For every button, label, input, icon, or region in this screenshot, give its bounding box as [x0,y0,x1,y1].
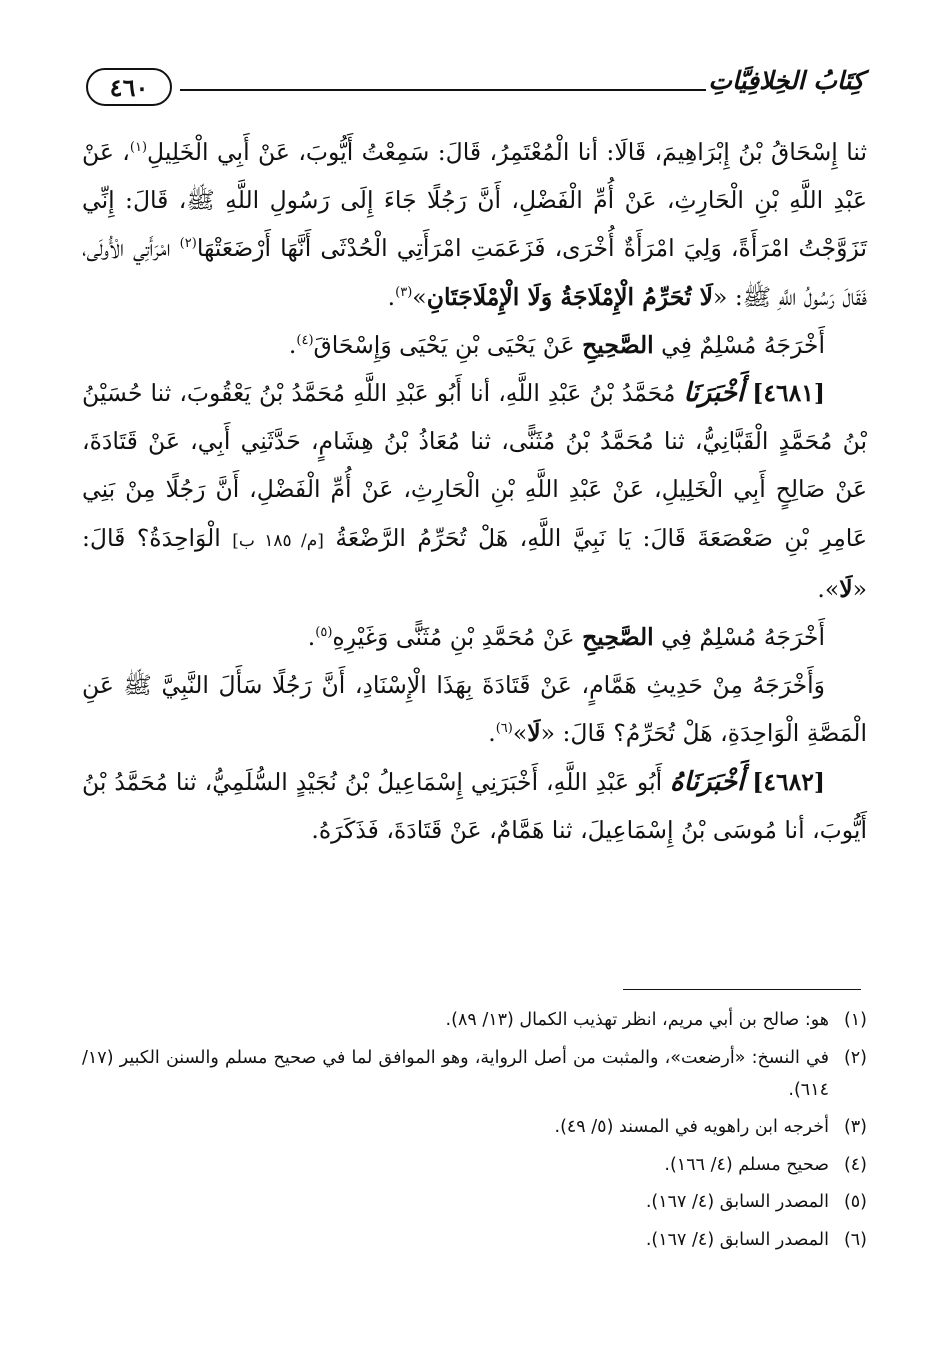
footnote-ref-6[interactable]: (٦) [495,721,513,737]
paragraph-4: أَخْرَجَهُ مُسْلِمٌ فِي الصَّحِيحِ عَنْ مُحَمَّدِ بْنِ مُثَنًّى وَغَيْرِهِ$^{(٥)}$. [307,623,825,652]
footnote-divider [623,989,861,990]
footnote-number: (٦) [843,1229,867,1250]
paragraph-6: [٤٦٨٢] أَخْبَرَنَاهُ أَبُو عَبْدِ اللَّهِ، أَخْبَرَنِي إِسْمَاعِيلُ بْنُ نُجَيْدٍ السُّلَمِيُّ، ثنا مُحَمَّدُ بْنُ أَيُّوبَ، أنا مُوسَى بْنُ إِسْمَاعِيلَ، ثنا هَمَّامٌ، عَنْ قَتَادَةَ، فَذَكَرَهُ. [82,766,867,844]
sahih-label: الصَّحِيحِ [582,623,654,652]
footnote-number: (٤) [843,1154,867,1175]
main-text [82,128,867,854]
footnotes [82,1004,867,1261]
paragraph-5: وَأَخْرَجَهُ مِنْ حَدِيثِ هَمَّامٍ، عَنْ قَتَادَةَ بِهَذَا الْإِسْنَادِ، أَنَّ رَجُلًا سَأَلَ النَّبِيَّ ﷺ عَنِ الْمَصَّةِ الْوَاحِدَةِ، هَلْ تُحَرِّمُ؟ قَالَ: «لَا»$^{(٦)}$. [82,671,867,748]
footnote-number: (٢) [843,1047,867,1068]
hadith-matn: لَا [527,719,541,748]
footnote-text: صحيح مسلم (٤/ ١٦٦). [664,1154,829,1175]
hadith-number: [٤٦٨١] [752,379,825,408]
akhbarana-label: أَخْبَرَنَا [683,378,745,409]
paragraph-2: أَخْرَجَهُ مُسْلِمٌ فِي الصَّحِيحِ عَنْ يَحْيَى بْنِ يَحْيَى وَإِسْحَاقَ$^{(٤)}$. [288,330,825,359]
page-header [86,66,864,110]
hadith-matn: لَا تُحَرِّمُ الْإِمْلَاجَةُ وَلَا الْإِمْلَاجَتَانِ [426,282,714,311]
header-rule [180,89,706,91]
footnote-item [82,1149,867,1181]
folio-marker: [م/ ١٨٥ ب] [232,530,324,551]
page-number: ٤٦٠ [86,68,172,106]
footnote-text: في النسخ: «أرضعت»، والمثبت من أصل الرواية، وهو الموافق لما في صحيح مسلم والسنن الكبير (١٧/ ٦١٤). [82,1047,829,1100]
footnote-ref-3[interactable]: (٣) [395,284,413,300]
footnote-ref-4[interactable]: (٤) [296,332,314,348]
akhbarana-label: أَخْبَرَنَاهُ [670,766,745,797]
footnote-item [82,1111,867,1143]
footnote-item [82,1186,867,1218]
paragraph-3: [٤٦٨١] أَخْبَرَنَا مُحَمَّدُ بْنُ عَبْدِ اللَّهِ، أنا أَبُو عَبْدِ اللَّهِ مُحَمَّدُ بْنُ يَعْقُوبَ، ثنا حُسَيْنُ بْنُ مُحَمَّدٍ الْقَبَّانِيُّ، ثنا مُحَمَّدُ بْنُ مُثَنًّى، ثنا مُعَاذُ بْنُ هِشَامٍ، حَدَّثَنِي أَبِي، عَنْ قَتَادَةَ، عَنْ صَالِحٍ أَبِي الْخَلِيلِ، عَنْ عَبْدِ اللَّهِ بْنِ الْحَارِثِ، عَنْ أُمِّ الْفَضْلِ، أَنَّ رَجُلًا مِنْ بَنِي عَامِرِ بْنِ صَعْصَعَةَ قَالَ: يَا نَبِيَّ اللَّهِ، هَلْ تُحَرِّمُ الرَّضْعَةُ [م/ ١٨٥ ب] الْوَاحِدَةُ؟ قَالَ: «لَا». [82,378,867,603]
footnote-ref-2[interactable]: (٢) [179,236,197,252]
footnote-number: (٥) [843,1192,867,1212]
hadith-number: [٤٦٨٢] [752,767,825,796]
footnote-text: هو: صالح بن أبي مريم، انظر تهذيب الكمال (١٣/ ٨٩). [445,1010,829,1030]
footnote-number: (١) [843,1010,867,1030]
footnote-number: (٣) [843,1117,867,1137]
footnote-text: أخرجه ابن راهويه في المسند (٥/ ٤٩). [554,1117,829,1137]
sahih-label: الصَّحِيحِ [582,330,654,359]
footnote-text: المصدر السابق (٤/ ١٦٧). [645,1229,829,1250]
footnote-ref-1[interactable]: (١) [129,140,148,156]
book-title: كِتَابُ الخِلافِيَّاتِ [708,66,864,95]
footnote-ref-5[interactable]: (٥) [315,625,333,641]
hadith-matn: لَا [839,574,853,603]
footnote-item [82,1042,867,1106]
footnote-item [82,1004,867,1036]
paragraph-1: ثنا إِسْحَاقُ بْنُ إِبْرَاهِيمَ، قَالَا: أنا الْمُعْتَمِرُ، قَالَ: سَمِعْتُ أَيُّوبَ، عَنْ أَبِي الْخَلِيلِ$^{(١)}$، عَنْ عَبْدِ اللَّهِ بْنِ الْحَارِثِ، عَنْ أُمِّ الْفَضْلِ، أَنَّ رَجُلًا جَاءَ إِلَى رَسُولِ اللَّهِ ﷺ، قَالَ: إِنِّي تَزَوَّجْتُ امْرَأَةً، وَلِيَ امْرَأَةٌ أُخْرَى، فَزَعَمَتِ امْرَأَتِي الْحُدْثَى أَنَّهَا أَرْضَعَتْهَا$^{(٢)}$ امْرَأَتِي الْأُولَى، فَقَالَ رَسُولُ اللَّهِ ﷺ: «لَا تُحَرِّمُ الْإِمْلَاجَةُ وَلَا الْإِمْلَاجَتَانِ»$^{(٣)}$. [82,138,867,311]
footnote-item [82,1224,867,1256]
footnote-text: المصدر السابق (٤/ ١٦٧). [645,1192,829,1212]
